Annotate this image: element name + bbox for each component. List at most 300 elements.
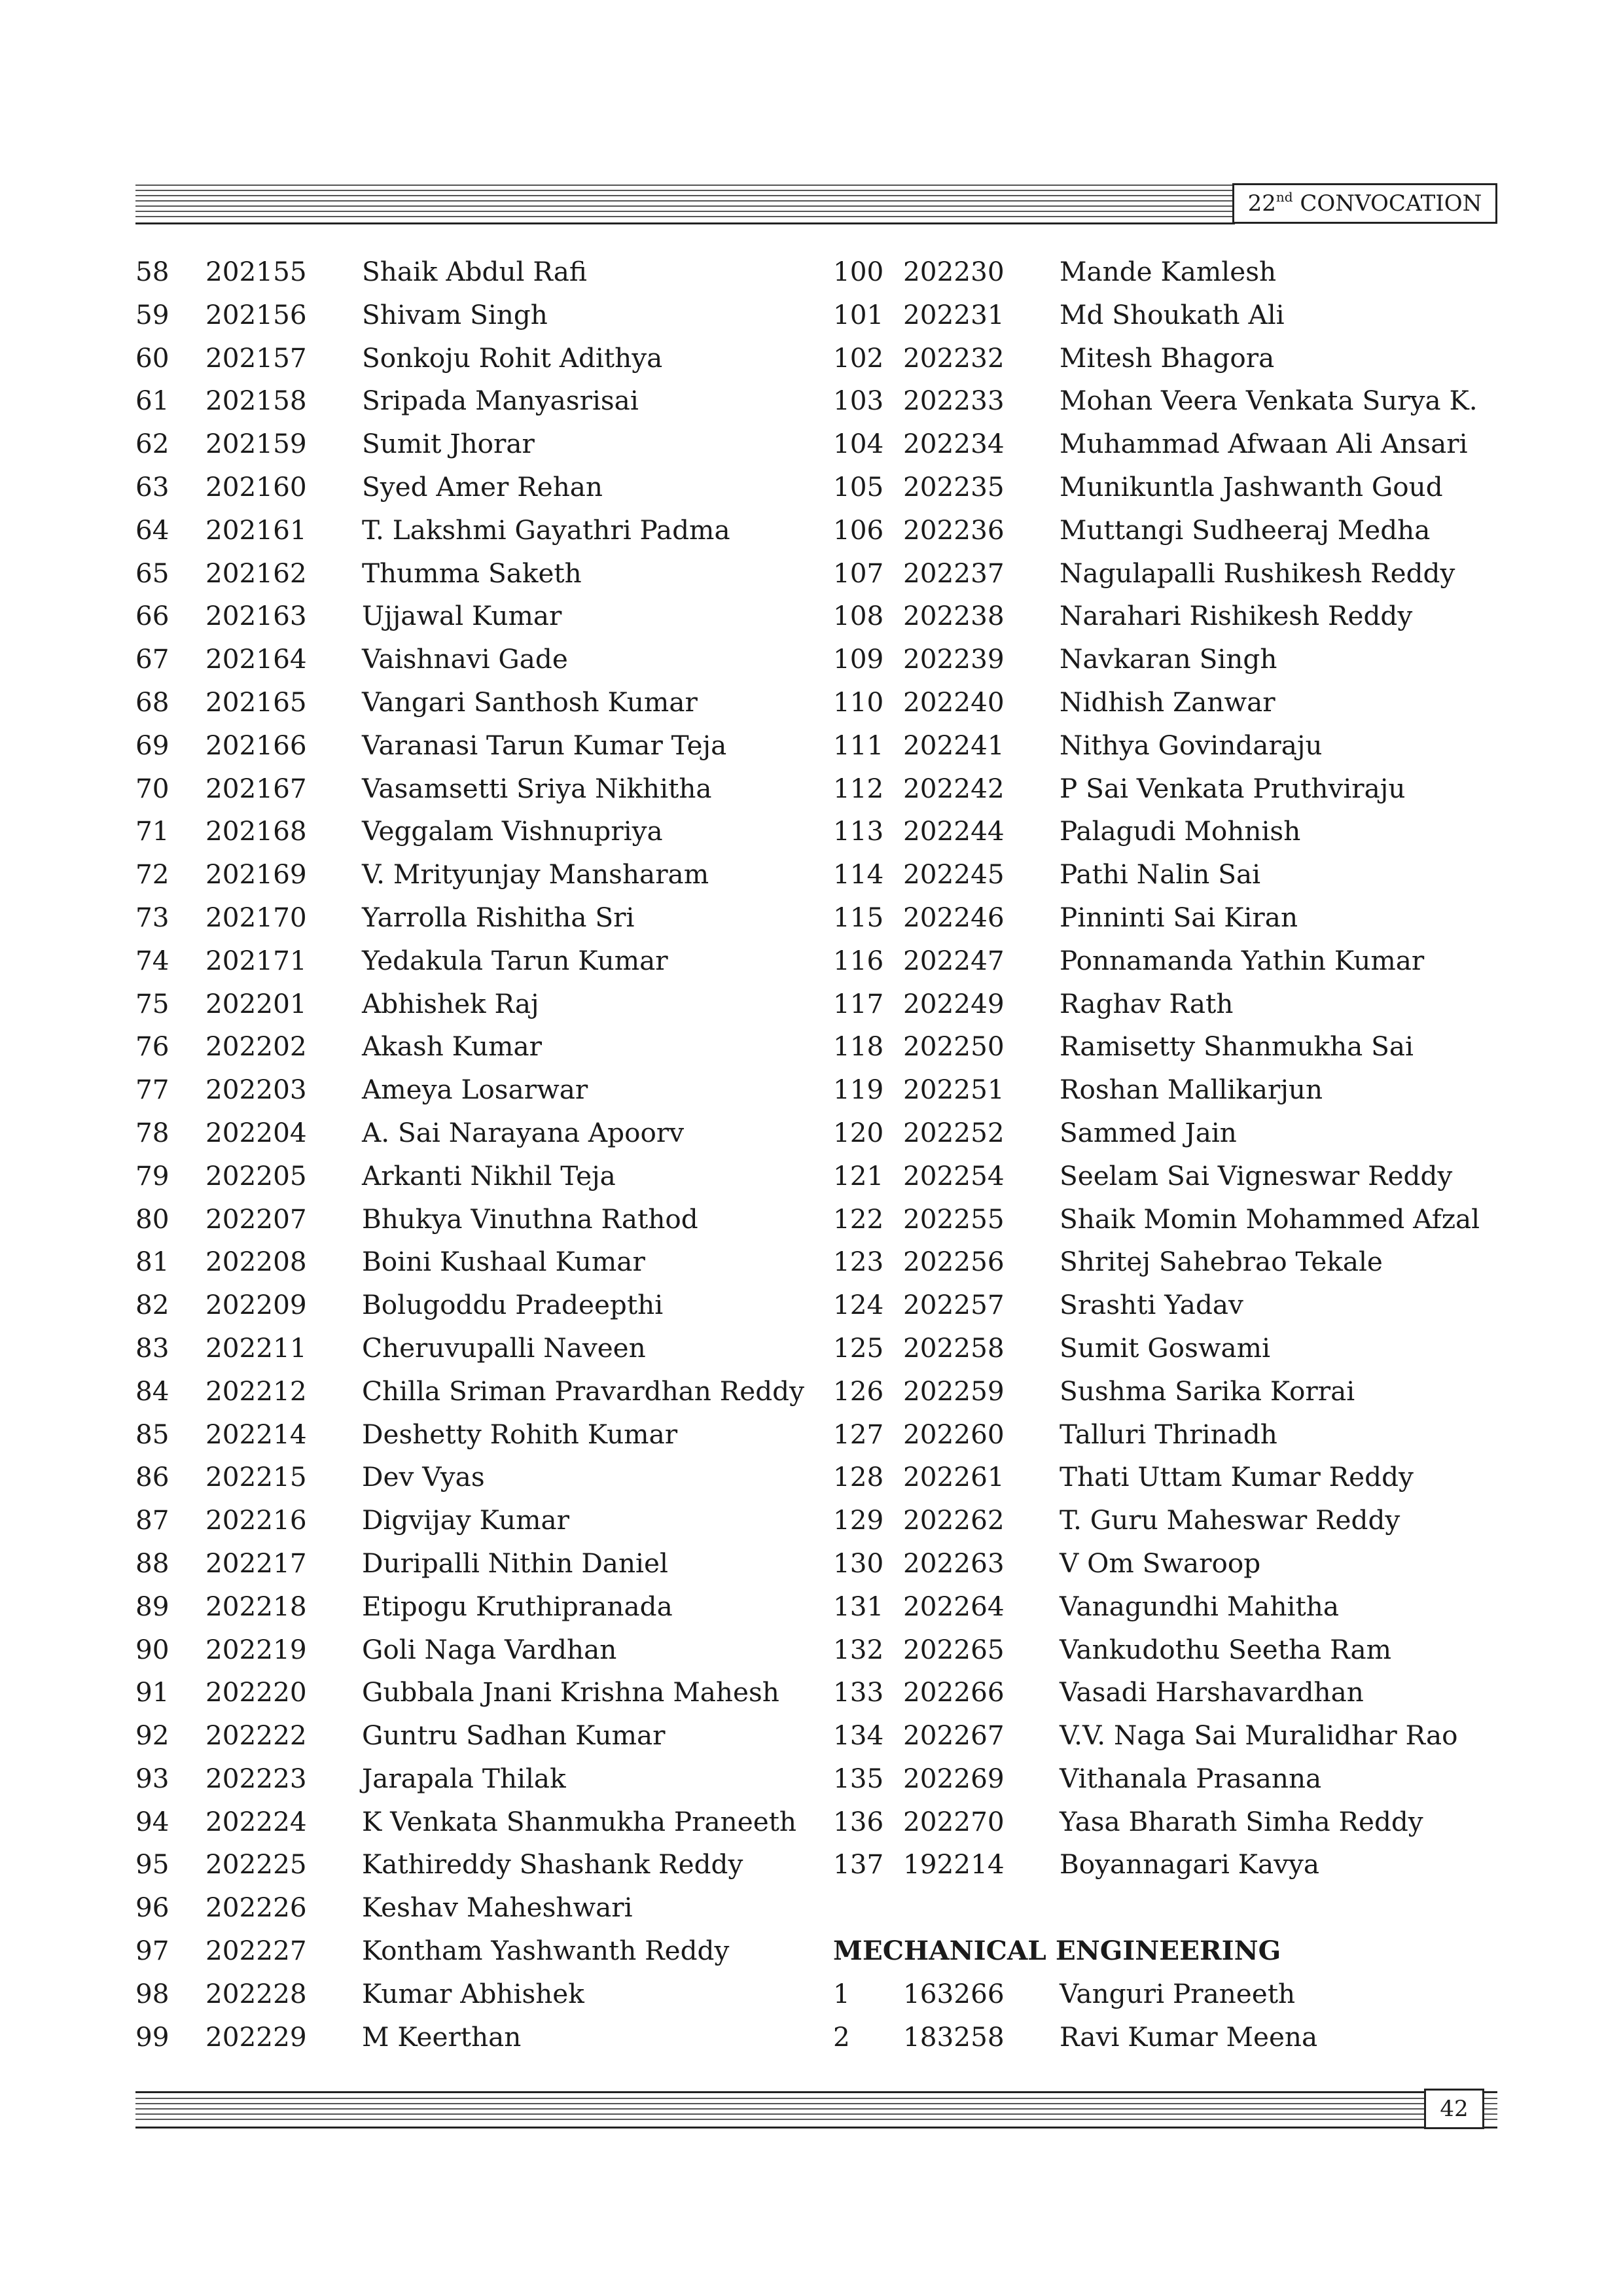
- table-row: [833, 813, 1501, 857]
- serial-number: 66: [135, 600, 169, 632]
- table-row: [135, 943, 810, 986]
- student-name: Sammed Jain: [1060, 1116, 1237, 1148]
- student-name: Vanguri Praneeth: [1060, 1977, 1296, 2009]
- table-row: [833, 641, 1501, 684]
- table-row: [833, 1632, 1501, 1675]
- roll-number: 202214: [205, 1418, 307, 1450]
- student-name: Boyannagari Kavya: [1060, 1848, 1320, 1881]
- student-name: Narahari Rishikesh Reddy: [1060, 600, 1413, 632]
- serial-number: 90: [135, 1633, 169, 1665]
- table-row: [135, 684, 810, 728]
- roll-number: 202158: [205, 385, 307, 417]
- student-name: Ujjawal Kumar: [362, 600, 562, 632]
- table-row: [833, 1674, 1501, 1718]
- serial-number: 127: [833, 1418, 884, 1450]
- serial-number: 102: [833, 342, 884, 374]
- table-row: [135, 254, 810, 297]
- table-row: [135, 1718, 810, 1761]
- roll-number: 202155: [205, 256, 307, 287]
- table-row: [135, 426, 810, 469]
- table-row: [833, 684, 1501, 728]
- serial-number: 126: [833, 1375, 884, 1407]
- student-name: Ravi Kumar Meena: [1060, 2021, 1318, 2053]
- table-row: [135, 383, 810, 426]
- student-name: Vithanala Prasanna: [1060, 1762, 1322, 1794]
- serial-number: 136: [833, 1805, 884, 1837]
- serial-number: 132: [833, 1633, 884, 1665]
- student-name: Shaik Abdul Rafi: [362, 256, 587, 287]
- serial-number: 72: [135, 858, 169, 891]
- roll-number: 202204: [205, 1116, 307, 1148]
- roll-number: 202245: [903, 858, 1005, 891]
- student-name: M Keerthan: [362, 2021, 522, 2053]
- table-row: [135, 598, 810, 641]
- student-name: Sumit Jhorar: [362, 428, 535, 460]
- student-name: Goli Naga Vardhan: [362, 1633, 617, 1665]
- serial-number: 110: [833, 686, 884, 718]
- table-row: [135, 728, 810, 771]
- student-name: Vankudothu Seetha Ram: [1060, 1633, 1392, 1665]
- student-name: Varanasi Tarun Kumar Teja: [362, 729, 727, 761]
- table-row: [135, 1976, 810, 2019]
- serial-number: 118: [833, 1031, 884, 1063]
- table-row: [135, 1115, 810, 1158]
- table-row: [833, 1417, 1501, 1460]
- serial-number: 58: [135, 256, 169, 287]
- student-name: Palagudi Mohnish: [1060, 815, 1301, 847]
- table-row: [135, 1502, 810, 1545]
- student-name: Chilla Sriman Pravardhan Reddy: [362, 1375, 804, 1407]
- roll-number: 202164: [205, 643, 307, 675]
- serial-number: 78: [135, 1116, 169, 1148]
- student-name: Sumit Goswami: [1060, 1332, 1271, 1364]
- student-name: Vasamsetti Sriya Nikhitha: [362, 772, 712, 804]
- roll-number: 202264: [903, 1590, 1005, 1622]
- roll-number: 202263: [903, 1547, 1005, 1579]
- table-row: [135, 469, 810, 512]
- serial-number: 135: [833, 1762, 884, 1794]
- serial-number: 70: [135, 772, 169, 804]
- serial-number: 74: [135, 944, 169, 976]
- page-number: 42: [1424, 2089, 1484, 2129]
- roll-number: 202240: [903, 686, 1005, 718]
- serial-number: 125: [833, 1332, 884, 1364]
- roll-number: 202225: [205, 1848, 307, 1881]
- serial-number: 111: [833, 729, 884, 761]
- serial-number: 117: [833, 987, 884, 1019]
- serial-number: 128: [833, 1461, 884, 1493]
- table-row: [135, 1890, 810, 1933]
- student-name: T. Lakshmi Gayathri Padma: [362, 514, 730, 546]
- roll-number: 202242: [903, 772, 1005, 804]
- student-name: Cheruvupalli Naveen: [362, 1332, 646, 1364]
- serial-number: 64: [135, 514, 169, 546]
- roll-number: 202163: [205, 600, 307, 632]
- table-row: [833, 512, 1501, 556]
- student-name: T. Guru Maheswar Reddy: [1060, 1504, 1400, 1536]
- table-row: [833, 1287, 1501, 1330]
- student-name: Shaik Momin Mohammed Afzal: [1060, 1203, 1480, 1235]
- roll-number: 202215: [205, 1461, 307, 1493]
- table-row: [135, 1589, 810, 1632]
- serial-number: 94: [135, 1805, 169, 1837]
- student-name: Yedakula Tarun Kumar: [362, 944, 668, 976]
- roll-number: 202218: [205, 1590, 307, 1622]
- student-name: Muhammad Afwaan Ali Ansari: [1060, 428, 1468, 460]
- roll-number: 202239: [903, 643, 1005, 675]
- table-row: [135, 1459, 810, 1502]
- roll-number: 202255: [903, 1203, 1005, 1235]
- student-name: Duripalli Nithin Daniel: [362, 1547, 668, 1579]
- serial-number: 137: [833, 1848, 884, 1881]
- table-row: [833, 943, 1501, 986]
- roll-number: 202256: [903, 1246, 1005, 1278]
- table-row: [833, 1373, 1501, 1417]
- student-name: Pathi Nalin Sai: [1060, 858, 1261, 891]
- student-name: Bhukya Vinuthna Rathod: [362, 1203, 698, 1235]
- table-row: [135, 1244, 810, 1287]
- roll-number: 202265: [903, 1633, 1005, 1665]
- roll-number: 202160: [205, 470, 307, 503]
- student-name: Muttangi Sudheeraj Medha: [1060, 514, 1431, 546]
- roll-number: 202208: [205, 1246, 307, 1278]
- student-name: Guntru Sadhan Kumar: [362, 1720, 666, 1752]
- roll-number: 202162: [205, 557, 307, 589]
- table-row: [135, 1029, 810, 1072]
- roll-number: 202166: [205, 729, 307, 761]
- table-row: [135, 556, 810, 599]
- table-row: [135, 1201, 810, 1245]
- table-row: [135, 1330, 810, 1373]
- student-name: Talluri Thrinadh: [1060, 1418, 1277, 1450]
- student-name: V Om Swaroop: [1060, 1547, 1261, 1579]
- roll-number: 202212: [205, 1375, 307, 1407]
- table-row: [135, 512, 810, 556]
- student-name: Seelam Sai Vigneswar Reddy: [1060, 1159, 1453, 1192]
- serial-number: 85: [135, 1418, 169, 1450]
- roll-number: 192214: [903, 1848, 1005, 1881]
- student-name: Nithya Govindaraju: [1060, 729, 1323, 761]
- roll-number: 202209: [205, 1289, 307, 1321]
- student-name: Vaishnavi Gade: [362, 643, 568, 675]
- serial-number: 84: [135, 1375, 169, 1407]
- roll-number: 202237: [903, 557, 1005, 589]
- student-name: Syed Amer Rehan: [362, 470, 603, 503]
- table-row: [833, 340, 1501, 383]
- student-name: Jarapala Thilak: [362, 1762, 566, 1794]
- roll-number: 202211: [205, 1332, 307, 1364]
- student-name: Kumar Abhishek: [362, 1977, 584, 2009]
- serial-number: 121: [833, 1159, 884, 1192]
- table-row: [135, 1373, 810, 1417]
- roll-number: 202233: [903, 385, 1005, 417]
- roll-number: 202224: [205, 1805, 307, 1837]
- serial-number: 86: [135, 1461, 169, 1493]
- header-rule: [135, 185, 1235, 225]
- table-row: [135, 1072, 810, 1115]
- serial-number: 119: [833, 1074, 884, 1106]
- table-row: [135, 1933, 810, 1976]
- serial-number: 2: [833, 2021, 850, 2053]
- header-ordinal: 22: [1247, 190, 1276, 217]
- student-name: Etipogu Kruthipranada: [362, 1590, 673, 1622]
- roll-number: 202220: [205, 1676, 307, 1708]
- header-title-box: 22 $^{nd}$ CONVOCATION: [1232, 183, 1497, 224]
- table-row: [833, 426, 1501, 469]
- serial-number: 62: [135, 428, 169, 460]
- serial-number: 106: [833, 514, 884, 546]
- serial-number: 61: [135, 385, 169, 417]
- roll-number: 202170: [205, 901, 307, 933]
- table-row: [833, 1029, 1501, 1072]
- student-name: Sushma Sarika Korrai: [1060, 1375, 1355, 1407]
- roll-number: 202235: [903, 470, 1005, 503]
- student-name: Srashti Yadav: [1060, 1289, 1243, 1321]
- roll-number: 202250: [903, 1031, 1005, 1063]
- serial-number: 96: [135, 1892, 169, 1924]
- student-name: Digvijay Kumar: [362, 1504, 569, 1536]
- student-name: Mitesh Bhagora: [1060, 342, 1275, 374]
- student-name: Keshav Maheshwari: [362, 1892, 633, 1924]
- roll-number: 202232: [903, 342, 1005, 374]
- table-row: [833, 1846, 1501, 1890]
- serial-number: 80: [135, 1203, 169, 1235]
- table-row: [135, 1417, 810, 1460]
- serial-number: 92: [135, 1720, 169, 1752]
- table-row: [135, 1674, 810, 1718]
- roll-number: 202216: [205, 1504, 307, 1536]
- table-row: [833, 1545, 1501, 1589]
- roll-number: 202247: [903, 944, 1005, 976]
- student-name: K Venkata Shanmukha Praneeth: [362, 1805, 797, 1837]
- student-name: Yasa Bharath Simha Reddy: [1060, 1805, 1423, 1837]
- roll-number: 183258: [903, 2021, 1005, 2053]
- roll-number: 202234: [903, 428, 1005, 460]
- table-row: [833, 1804, 1501, 1847]
- roll-number: 202156: [205, 298, 307, 330]
- roll-number: 202219: [205, 1633, 307, 1665]
- table-row: [833, 857, 1501, 900]
- student-name: Shritej Sahebrao Tekale: [1060, 1246, 1383, 1278]
- roll-number: 202202: [205, 1031, 307, 1063]
- table-row: [135, 641, 810, 684]
- serial-number: 98: [135, 1977, 169, 2009]
- roll-number: 202226: [205, 1892, 307, 1924]
- student-name: Munikuntla Jashwanth Goud: [1060, 470, 1443, 503]
- table-row: [833, 254, 1501, 297]
- serial-number: 82: [135, 1289, 169, 1321]
- serial-number: 71: [135, 815, 169, 847]
- roll-number: 202167: [205, 772, 307, 804]
- student-name: Boini Kushaal Kumar: [362, 1246, 645, 1278]
- roll-number: 202266: [903, 1676, 1005, 1708]
- student-name: Ameya Losarwar: [362, 1074, 588, 1106]
- student-name: Roshan Mallikarjun: [1060, 1074, 1323, 1106]
- student-name: V.V. Naga Sai Muralidhar Rao: [1060, 1720, 1458, 1752]
- table-row: [135, 1761, 810, 1804]
- roll-number: 202217: [205, 1547, 307, 1579]
- roll-number: 202165: [205, 686, 307, 718]
- roll-number: 202244: [903, 815, 1005, 847]
- table-row: [135, 857, 810, 900]
- student-name: Vasadi Harshavardhan: [1060, 1676, 1364, 1708]
- table-row: [135, 900, 810, 943]
- serial-number: 120: [833, 1116, 884, 1148]
- serial-number: 75: [135, 987, 169, 1019]
- table-row: [135, 1846, 810, 1890]
- serial-number: 130: [833, 1547, 884, 1579]
- table-row: [833, 297, 1501, 340]
- table-row: [135, 1632, 810, 1675]
- serial-number: 116: [833, 944, 884, 976]
- table-row: [135, 813, 810, 857]
- serial-number: 73: [135, 901, 169, 933]
- serial-number: 76: [135, 1031, 169, 1063]
- serial-number: 59: [135, 298, 169, 330]
- section-spacer: [833, 1890, 1501, 1933]
- serial-number: 60: [135, 342, 169, 374]
- roll-number: 202222: [205, 1720, 307, 1752]
- serial-number: 123: [833, 1246, 884, 1278]
- student-name: Raghav Rath: [1060, 987, 1234, 1019]
- table-row: [135, 1158, 810, 1201]
- student-name: Shivam Singh: [362, 298, 548, 330]
- serial-number: 69: [135, 729, 169, 761]
- roll-number: 202238: [903, 600, 1005, 632]
- table-row: [135, 1287, 810, 1330]
- student-name: Arkanti Nikhil Teja: [362, 1159, 616, 1192]
- serial-number: 105: [833, 470, 884, 503]
- roll-number: 202159: [205, 428, 307, 460]
- table-row: [833, 383, 1501, 426]
- serial-number: 108: [833, 600, 884, 632]
- serial-number: 99: [135, 2021, 169, 2053]
- roll-number: 202223: [205, 1762, 307, 1794]
- student-name: Mohan Veera Venkata Surya K.: [1060, 385, 1478, 417]
- table-row: [833, 900, 1501, 943]
- footer-rule-tail: [1484, 2091, 1497, 2129]
- roll-number: 202201: [205, 987, 307, 1019]
- serial-number: 83: [135, 1332, 169, 1364]
- serial-number: 114: [833, 858, 884, 891]
- student-name: V. Mrityunjay Mansharam: [362, 858, 709, 891]
- roll-number: 202169: [205, 858, 307, 891]
- roll-number: 202231: [903, 298, 1005, 330]
- serial-number: 100: [833, 256, 884, 287]
- serial-number: 107: [833, 557, 884, 589]
- table-row: [833, 1072, 1501, 1115]
- roll-number: 202267: [903, 1720, 1005, 1752]
- table-row: [833, 1589, 1501, 1632]
- table-row: [833, 1158, 1501, 1201]
- roll-number: 202269: [903, 1762, 1005, 1794]
- table-row: [833, 1330, 1501, 1373]
- student-name: A. Sai Narayana Apoorv: [362, 1116, 685, 1148]
- roll-number: 202171: [205, 944, 307, 976]
- student-name: Ramisetty Shanmukha Sai: [1060, 1031, 1414, 1063]
- roll-number: 202251: [903, 1074, 1005, 1106]
- table-row: [833, 598, 1501, 641]
- student-name: Pinninti Sai Kiran: [1060, 901, 1298, 933]
- table-row: [833, 728, 1501, 771]
- serial-number: 104: [833, 428, 884, 460]
- roll-number: 202207: [205, 1203, 307, 1235]
- student-name: Abhishek Raj: [362, 987, 539, 1019]
- student-name: Kontham Yashwanth Reddy: [362, 1935, 730, 1967]
- student-name: Bolugoddu Pradeepthi: [362, 1289, 664, 1321]
- roll-number: 202205: [205, 1159, 307, 1192]
- serial-number: 124: [833, 1289, 884, 1321]
- roll-number: 202246: [903, 901, 1005, 933]
- serial-number: 101: [833, 298, 884, 330]
- student-name: Thumma Saketh: [362, 557, 582, 589]
- roll-number: 202254: [903, 1159, 1005, 1192]
- serial-number: 87: [135, 1504, 169, 1536]
- table-row: [833, 986, 1501, 1029]
- roll-number: 202249: [903, 987, 1005, 1019]
- table-row: [833, 1201, 1501, 1245]
- student-name: Md Shoukath Ali: [1060, 298, 1285, 330]
- roll-number: 202252: [903, 1116, 1005, 1148]
- serial-number: 91: [135, 1676, 169, 1708]
- table-row: [833, 1761, 1501, 1804]
- roll-number: 202262: [903, 1504, 1005, 1536]
- table-row: [135, 771, 810, 814]
- student-name: Akash Kumar: [362, 1031, 543, 1063]
- table-row: [833, 1718, 1501, 1761]
- roll-number: 202241: [903, 729, 1005, 761]
- roll-number: 202257: [903, 1289, 1005, 1321]
- serial-number: 79: [135, 1159, 169, 1192]
- student-name: P Sai Venkata Pruthviraju: [1060, 772, 1406, 804]
- roll-number: 202228: [205, 1977, 307, 2009]
- table-row: [135, 1804, 810, 1847]
- table-row: [833, 1459, 1501, 1502]
- footer-rule: [135, 2091, 1425, 2129]
- roll-number: 202203: [205, 1074, 307, 1106]
- table-row: [135, 986, 810, 1029]
- roll-number: 202258: [903, 1332, 1005, 1364]
- serial-number: 122: [833, 1203, 884, 1235]
- roll-number: 202236: [903, 514, 1005, 546]
- serial-number: 67: [135, 643, 169, 675]
- serial-number: 97: [135, 1935, 169, 1967]
- serial-number: 1: [833, 1977, 850, 2009]
- student-name: Nidhish Zanwar: [1060, 686, 1275, 718]
- left-column: [135, 254, 810, 2062]
- roll-number: 202229: [205, 2021, 307, 2053]
- student-name: Mande Kamlesh: [1060, 256, 1277, 287]
- serial-number: 95: [135, 1848, 169, 1881]
- table-row: [833, 469, 1501, 512]
- section-title: MECHANICAL ENGINEERING: [833, 1935, 1281, 1967]
- table-row: [135, 340, 810, 383]
- student-name: Dev Vyas: [362, 1461, 485, 1493]
- serial-number: 89: [135, 1590, 169, 1622]
- roll-number: 163266: [903, 1977, 1005, 2009]
- serial-number: 103: [833, 385, 884, 417]
- header-title: CONVOCATION: [1300, 190, 1482, 217]
- student-name: Sonkoju Rohit Adithya: [362, 342, 663, 374]
- student-name: Yarrolla Rishitha Sri: [362, 901, 635, 933]
- table-row: [833, 556, 1501, 599]
- serial-number: 131: [833, 1590, 884, 1622]
- roll-number: 202168: [205, 815, 307, 847]
- roll-number: 202227: [205, 1935, 307, 1967]
- table-row: [833, 1976, 1501, 2019]
- table-row: [833, 1244, 1501, 1287]
- roll-number: 202270: [903, 1805, 1005, 1837]
